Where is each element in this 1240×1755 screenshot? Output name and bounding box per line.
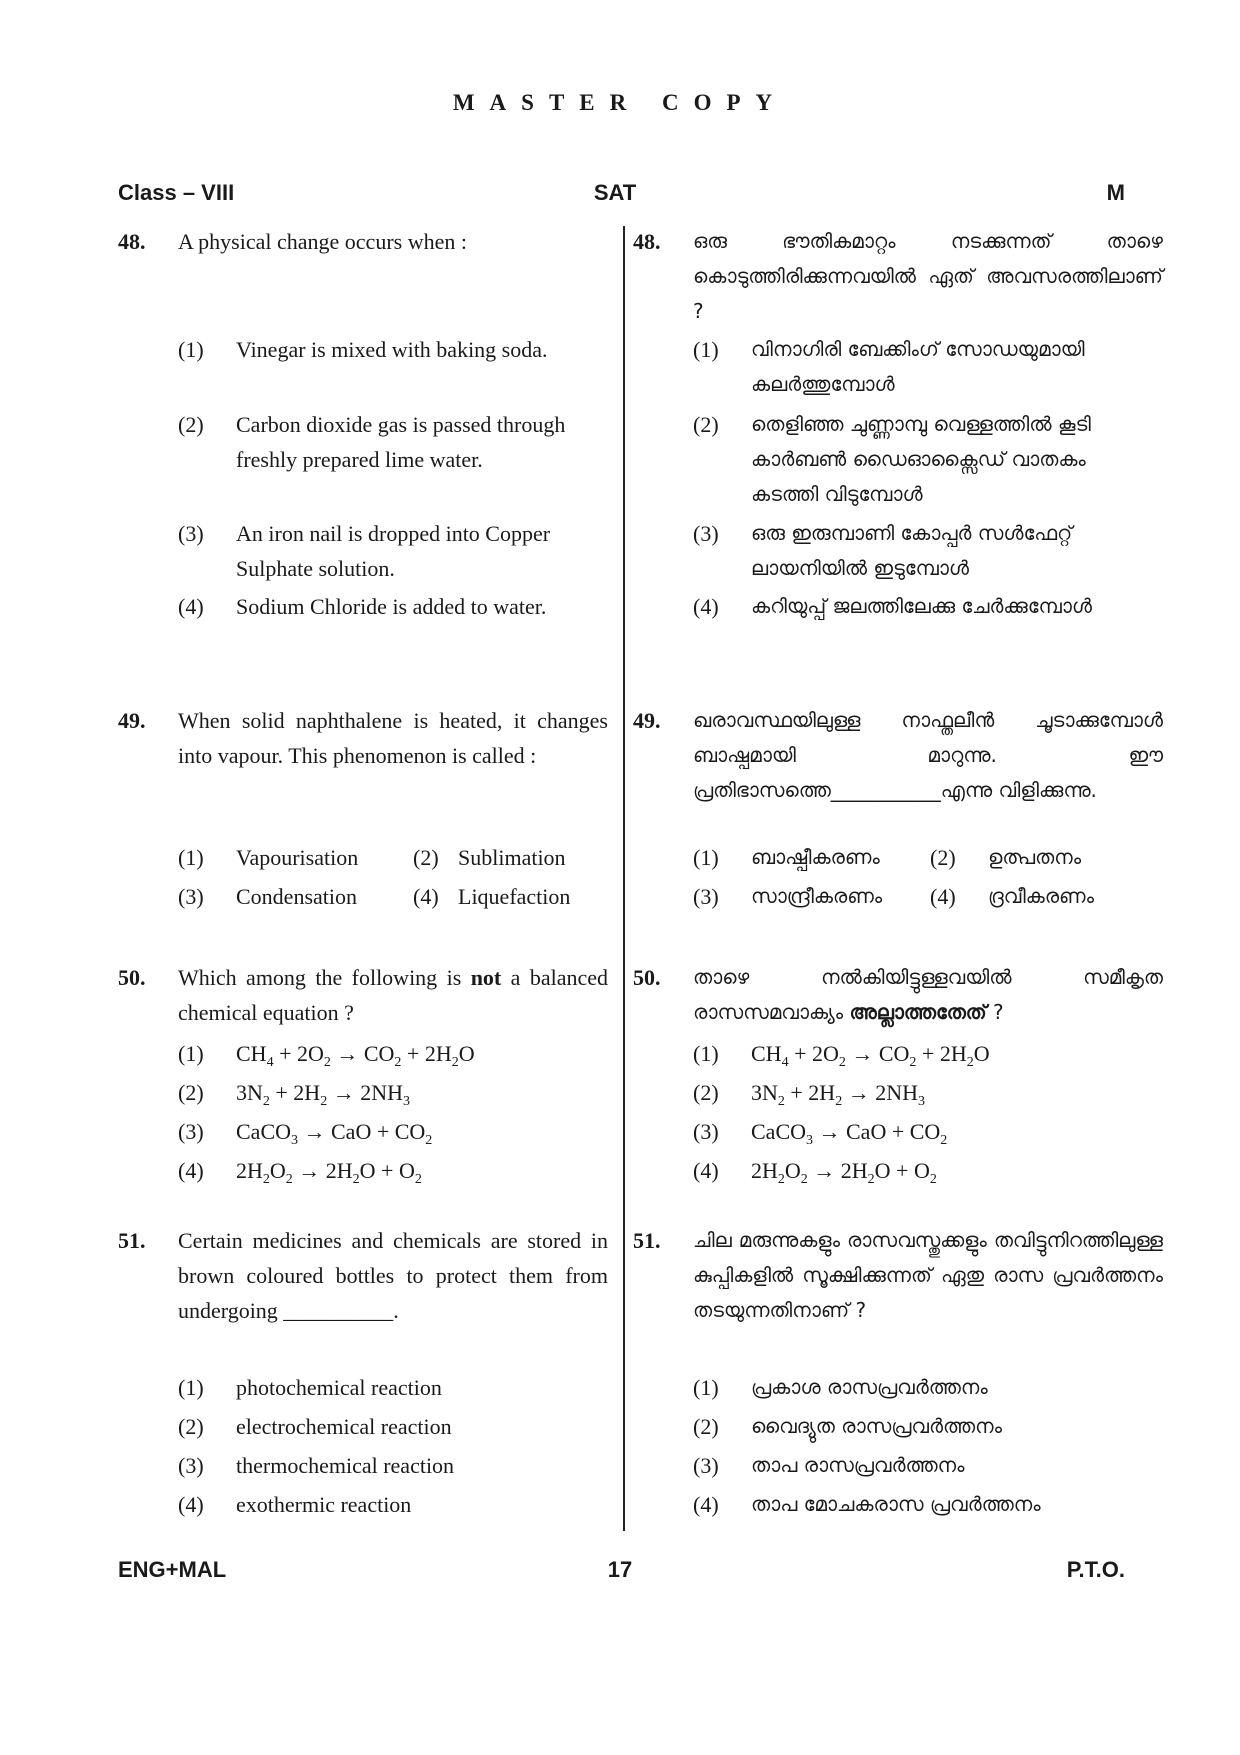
class-label: Class – VIII: [118, 180, 235, 205]
question-number: 51.: [633, 1228, 661, 1253]
question-number: 48.: [118, 229, 146, 254]
please-turn-over: P.T.O.: [1066, 1557, 1125, 1582]
question-text: ഖരാവസ്ഥയിലുള്ള നാഫ്തലീൻ ചൂടാക്കുമ്പോൾ ബാഷ്പമായി മാറുന്നു. ഈ പ്രതിഭാസത്തെ___________എന്നു വിളിക്കുന്നു.: [693, 708, 1163, 802]
question-text: ഒരു ഭൗതികമാറ്റം നടക്കുന്നത് താഴെ കൊടുത്തിരിക്കുന്നവയിൽ ഏത് അവസരത്തിലാണ് ?: [693, 229, 1163, 323]
question-number: 50.: [118, 965, 146, 990]
question-number: 49.: [633, 708, 661, 733]
master-copy-title: MASTER COPY: [452, 90, 788, 115]
question-number: 51.: [118, 1228, 146, 1253]
question-text: Certain medicines and chemicals are stored in brown coloured bottles to protect them from undergoing __________.: [178, 1228, 608, 1323]
question-number: 48.: [633, 229, 661, 254]
question-text: When solid naphthalene is heated, it changes into vapour. This phenomenon is called :: [178, 708, 608, 768]
column-divider: [623, 226, 625, 1531]
question-text: ചില മരുന്നുകളും രാസവസ്തുക്കളും തവിട്ടുനിറത്തിലുള്ള കുപ്പികളിൽ സൂക്ഷിക്കുന്നത് ഏതു രാസ പ്രവർത്തനം തടയുന്നതിനാണ് ?: [693, 1228, 1163, 1322]
question-number: 50.: [633, 965, 661, 990]
question-text: താഴെ നൽകിയിട്ടുള്ളവയിൽ സമീകൃത രാസസമവാക്യം അല്ലാത്തതേത് ?: [693, 965, 1163, 1024]
language-code: ENG+MAL: [118, 1557, 227, 1582]
page-number: 17: [607, 1557, 633, 1582]
question-text: A physical change occurs when :: [178, 229, 467, 254]
question-text: Which among the following is not a balanced chemical equation ?: [178, 965, 609, 1025]
exam-label: SAT: [593, 180, 637, 205]
version-label: M: [1106, 180, 1125, 205]
question-number: 49.: [118, 708, 146, 733]
